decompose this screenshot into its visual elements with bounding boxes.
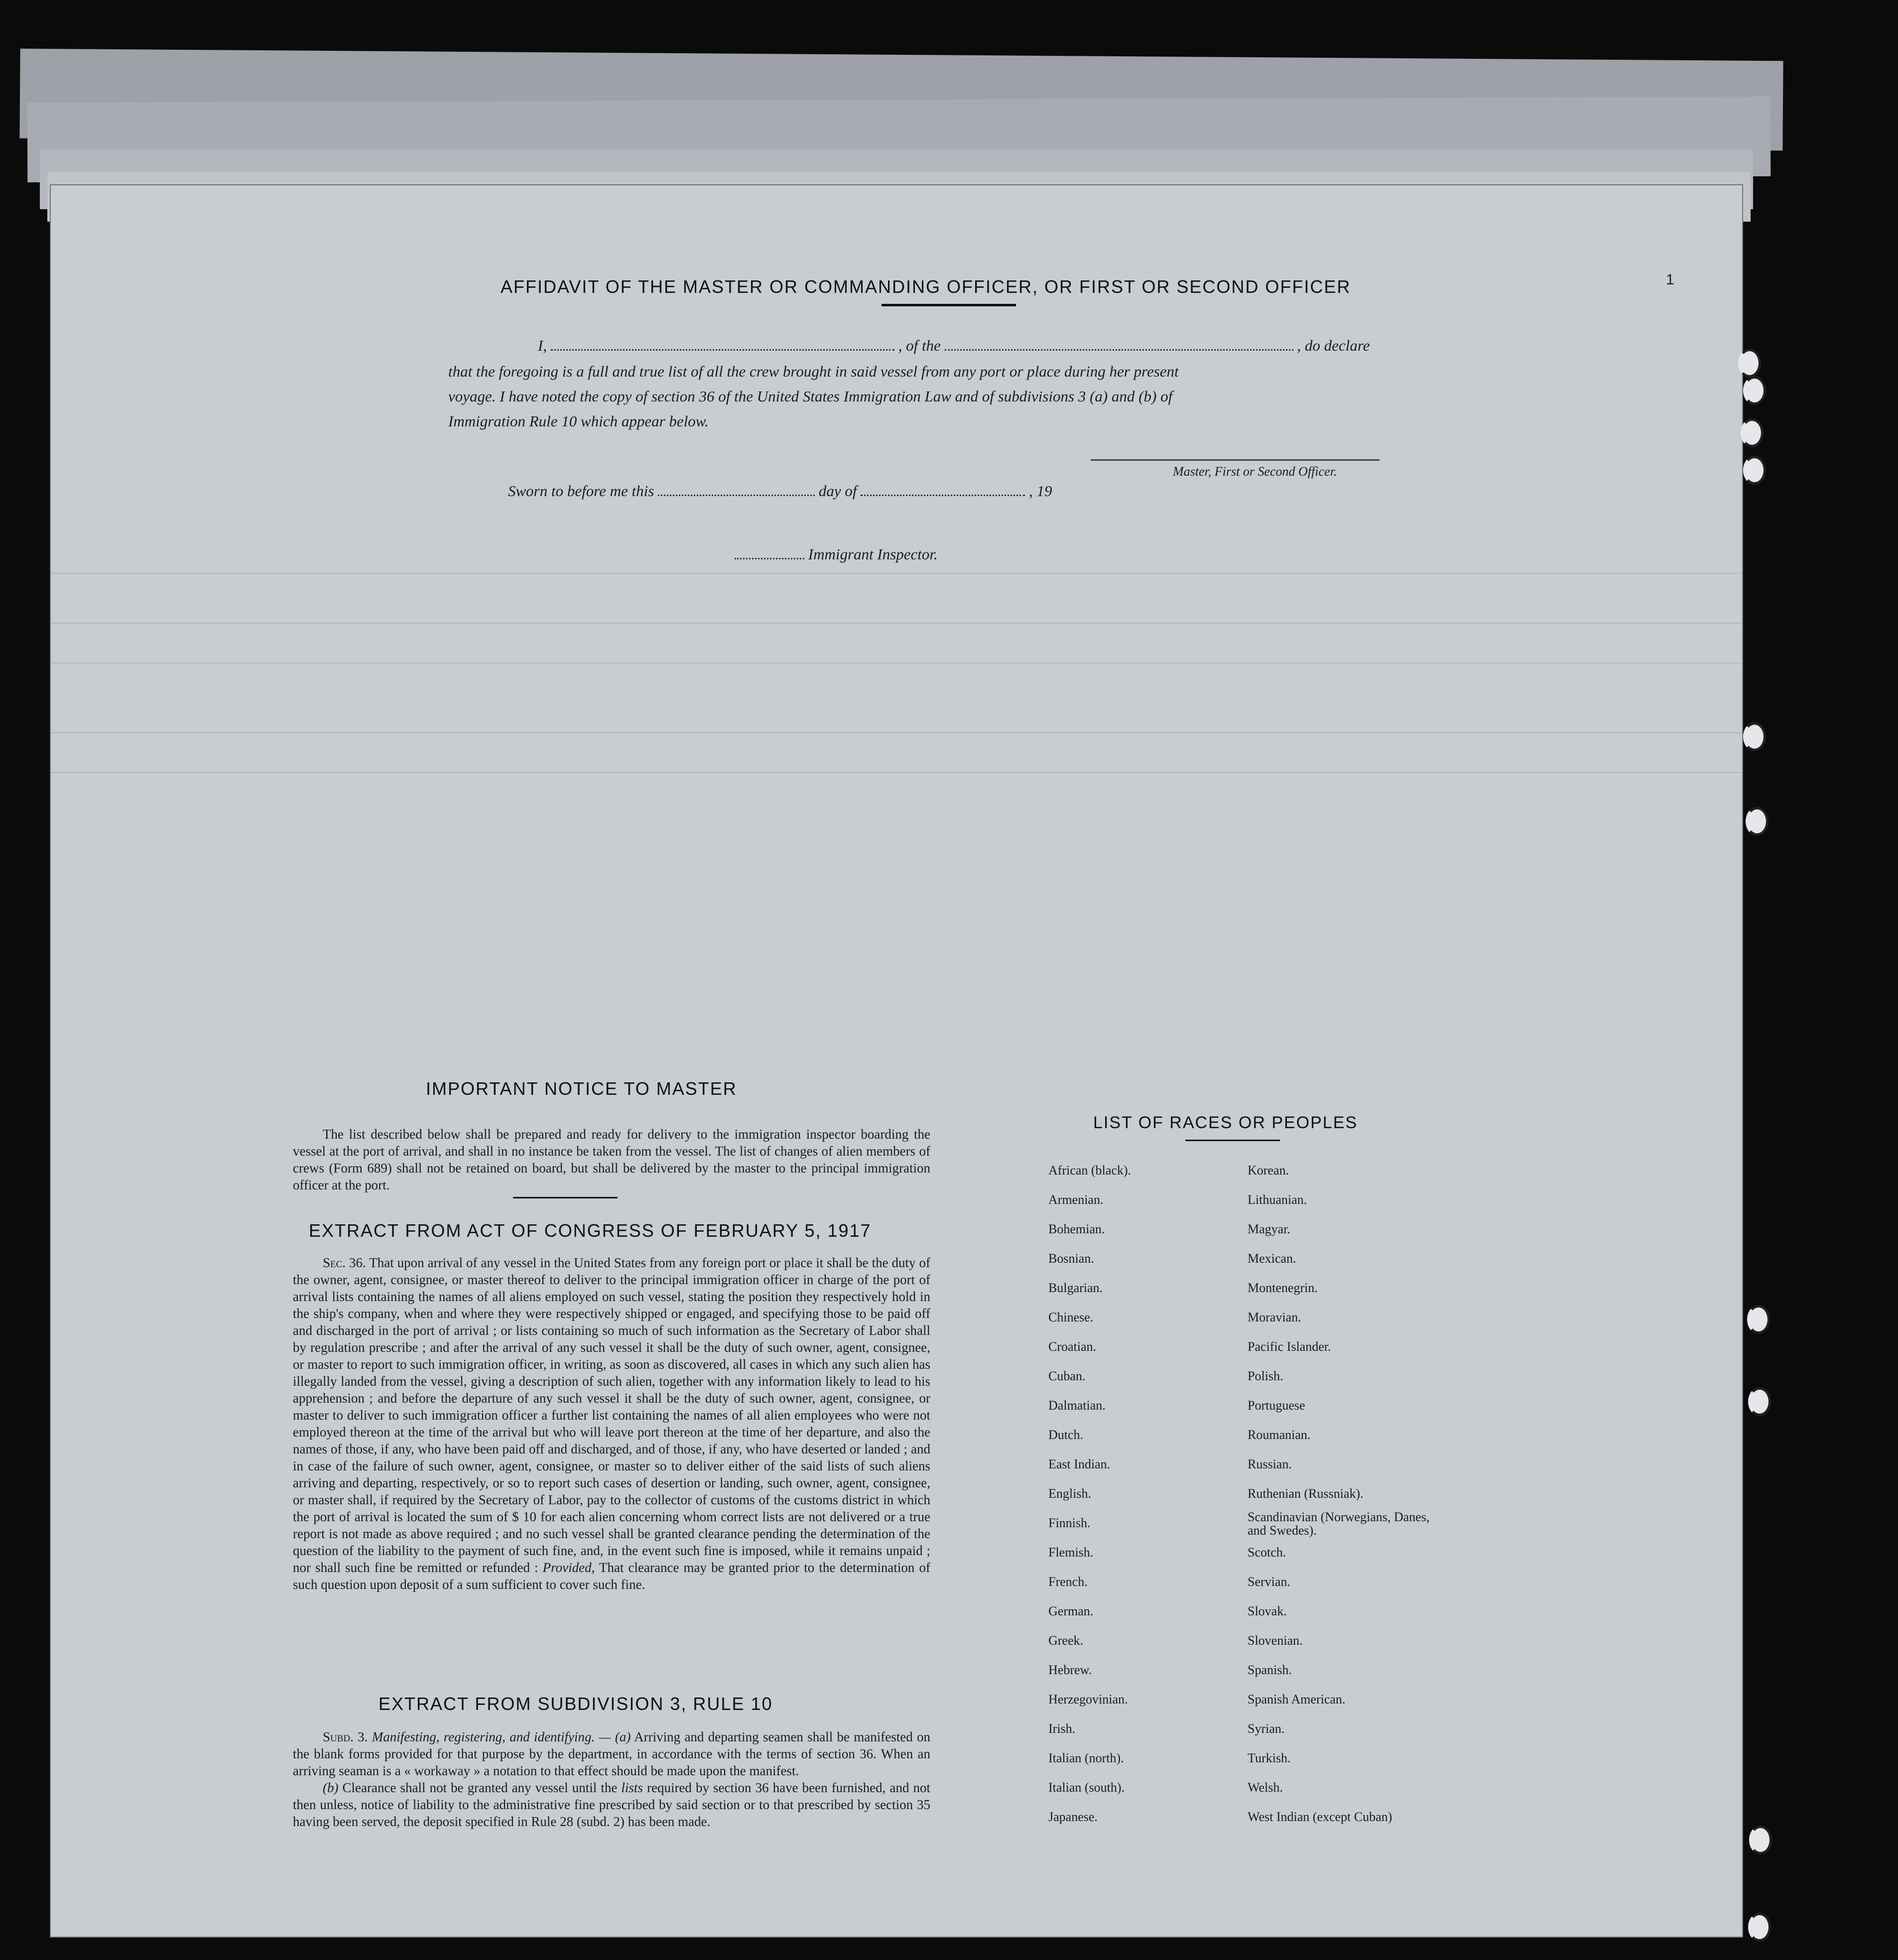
- inspector-line: [735, 545, 938, 563]
- race-item: Lithuanian.: [1248, 1192, 1307, 1207]
- race-item: Servian.: [1248, 1574, 1290, 1589]
- race-item: Mexican.: [1248, 1251, 1296, 1266]
- race-item: African (black).: [1048, 1163, 1132, 1177]
- race-item: Flemish.: [1048, 1545, 1094, 1560]
- race-item: Hebrew.: [1048, 1663, 1092, 1677]
- race-item: Dalmatian.: [1048, 1398, 1106, 1413]
- label-i: I,: [538, 337, 547, 354]
- subdivision-heading: Manifesting, registering, and identifying. — (a): [372, 1729, 631, 1744]
- signature-line[interactable]: [1091, 459, 1380, 461]
- race-item: Moravian.: [1248, 1310, 1301, 1324]
- races-rule: [1185, 1140, 1280, 1141]
- races-right-column: [1248, 1156, 1442, 1831]
- race-item: Portuguese: [1248, 1398, 1305, 1413]
- provided-label: Provided,: [542, 1560, 595, 1575]
- race-item: Scandinavian (Norwegians, Danes, and Swedes).: [1248, 1510, 1430, 1538]
- punch-hole: [1749, 1826, 1772, 1854]
- race-item: Bulgarian.: [1048, 1281, 1103, 1295]
- label-year: , 19: [1028, 482, 1052, 500]
- race-item: Italian (north).: [1048, 1751, 1124, 1765]
- races-title: LIST OF RACES OR PEOPLES: [1093, 1113, 1358, 1132]
- race-item: Slovak.: [1248, 1604, 1287, 1618]
- race-item: Korean.: [1248, 1163, 1289, 1177]
- document-page: [50, 184, 1743, 1938]
- race-item: Armenian.: [1048, 1192, 1104, 1207]
- punch-hole: [1748, 1913, 1771, 1942]
- race-item: Turkish.: [1248, 1751, 1291, 1765]
- act-extract-title: EXTRACT FROM ACT OF CONGRESS OF FEBRUARY 5, 1917: [309, 1220, 872, 1241]
- race-item: West Indian (except Cuban): [1248, 1810, 1392, 1824]
- subdivision-b-label: (b): [323, 1780, 339, 1795]
- affidavit-text-1: that the foregoing is a full and true list of all the crew brought in said vessel from any port or place during her present: [448, 363, 1179, 380]
- race-item: Slovenian.: [1248, 1633, 1303, 1648]
- title-rule: [882, 304, 1016, 306]
- race-item: German.: [1048, 1604, 1094, 1618]
- section-rule: [513, 1197, 618, 1198]
- race-item: Croatian.: [1048, 1339, 1097, 1354]
- affidavit-text-2: voyage. I have noted the copy of section 36 of the United States Immigration Law and of subdivisions 3 (a) and (b) of: [448, 388, 1173, 405]
- race-item: Cuban.: [1048, 1369, 1086, 1383]
- race-item: Herzegovinian.: [1048, 1692, 1128, 1706]
- race-item: Pacific Islander.: [1248, 1339, 1331, 1354]
- label-sworn: Sworn to before me this: [508, 482, 654, 500]
- subdivision-a-text: Arriving and departing seamen shall be manifested on the blank forms provided for that purpose by the department, in accordance with the terms of section 36. When an arriving seaman is a « workaway » a notation to that effect should be made upon the manifest.: [293, 1729, 931, 1778]
- inspector-blank[interactable]: [735, 553, 804, 559]
- race-item: French.: [1048, 1574, 1088, 1589]
- race-item: Spanish.: [1248, 1663, 1292, 1677]
- inspector-label: Immigrant Inspector.: [808, 545, 938, 563]
- label-day-of: day of: [818, 482, 857, 500]
- label-declare: , do declare: [1297, 337, 1370, 354]
- race-item: Spanish American.: [1248, 1692, 1346, 1706]
- punch-hole: [1743, 456, 1766, 485]
- race-item: Russian.: [1248, 1457, 1292, 1471]
- lists-label: lists: [621, 1780, 643, 1795]
- race-item: Irish.: [1048, 1721, 1076, 1736]
- act-extract-body: [293, 1254, 930, 1593]
- race-item: Scotch.: [1248, 1545, 1286, 1560]
- race-item: Japanese.: [1048, 1810, 1098, 1824]
- race-item: Finnish.: [1048, 1516, 1091, 1530]
- punch-hole: [1738, 349, 1761, 378]
- name-blank[interactable]: [551, 344, 894, 351]
- affidavit-text-3: Immigration Rule 10 which appear below.: [448, 412, 709, 430]
- month-blank[interactable]: [861, 490, 1025, 496]
- subdivision-label: Subd. 3.: [323, 1729, 368, 1744]
- punch-hole: [1746, 807, 1769, 836]
- sworn-line: [508, 482, 1052, 500]
- punch-hole: [1741, 418, 1764, 447]
- race-item: Ruthenian (Russniak).: [1248, 1486, 1364, 1501]
- page-number: 1: [1666, 271, 1674, 288]
- subdivision-b-text-1: Clearance shall not be granted any vessel until the: [342, 1780, 618, 1795]
- race-item: Welsh.: [1248, 1780, 1283, 1795]
- race-item: Bohemian.: [1048, 1222, 1105, 1236]
- notice-title: IMPORTANT NOTICE TO MASTER: [426, 1078, 737, 1099]
- races-left-column: [1048, 1156, 1238, 1831]
- punch-hole: [1748, 1387, 1771, 1416]
- race-item: English.: [1048, 1486, 1091, 1501]
- affidavit-line-1: [538, 337, 1370, 355]
- notice-body: [293, 1126, 930, 1193]
- day-blank[interactable]: [658, 490, 815, 496]
- notice-text: The list described below shall be prepared and ready for delivery to the immigration inspector boarding the vessel at the port of arrival, and shall in no instance be taken from the vessel. The list of changes of alien members of crews (Form 689) shall not be retained on board, but shall be delivered by the master to the principal immigration officer at the port.: [293, 1127, 930, 1192]
- section-36-tail: That clearance may be granted prior to the determination of such question upon deposit of a sum sufficient to cover such fine.: [293, 1560, 930, 1592]
- race-item: Polish.: [1248, 1369, 1283, 1383]
- master-label: Master, First or Second Officer.: [1173, 464, 1337, 479]
- race-item: Syrian.: [1248, 1721, 1285, 1736]
- race-item: Greek.: [1048, 1633, 1084, 1648]
- race-item: Roumanian.: [1248, 1428, 1311, 1442]
- race-item: Bosnian.: [1048, 1251, 1094, 1266]
- punch-hole: [1747, 1305, 1770, 1334]
- race-item: East Indian.: [1048, 1457, 1111, 1471]
- label-of-the: , of the: [898, 337, 941, 354]
- section-36-text: That upon arrival of any vessel in the United States from any foreign port or place it shall be the duty of the owner, agent, consignee, or master thereof to deliver to the principal immigration officer in charge of the port of arrival lists containing the names of all aliens employed on such vessel, stating the position they respectively hold in the ship's company, when and where they were respectively shipped or engaged, and specifying those to be paid off and discharged in the port of arrival ; or lists containing so much of such information as the Secretary of Labor shall by regulation prescribe ; and after the arrival of any such vessel it shall be the duty of such owner, agent, consignee, or master to report to such immigration officer, in writing, as soon as discovered, all cases in which any such alien has illegally landed from the vessel, giving a description of such alien, together with any information likely to lead to his apprehension ; and before the departure of any such vessel it shall be the duty of such owner, agent, consignee, or master to deliver to such immigration officer a further list containing the names of all alien employees who were not employed thereon at the time of the arrival but who will leave port thereon at the time of her departure, and also the names of those, if any, who have been paid off and discharged, and of those, if any, who have deserted or landed ; and in case of the failure of such owner, agent, consignee, or master so to deliver either of the said lists of such aliens arriving and departing, respectively, or so to report such cases of desertion or landing, such owner, agent, consignee, or master shall, if required by the Secretary of Labor, pay to the collector of customs of the customs district in which the port of arrival is located the sum of $ 10 for each alien concerning whom correct lists are not delivered or a true report is not made as above required ; and no such vessel shall be granted clearance pending the determination of the question of the liability to the payment of such fine, and, in the event such fine is imposed, while it remains unpaid ; nor shall such fine be remitted or refunded :: [293, 1255, 930, 1575]
- race-item: Italian (south).: [1048, 1780, 1125, 1795]
- rule-extract-body: [293, 1728, 930, 1830]
- race-item: Chinese.: [1048, 1310, 1094, 1324]
- race-item: Magyar.: [1248, 1222, 1290, 1236]
- punch-hole: [1743, 376, 1766, 405]
- race-item: Dutch.: [1048, 1428, 1084, 1442]
- punch-hole: [1743, 722, 1766, 751]
- subdivision-b-text-2: required by section 36 have been furnished, and not then unless, notice of liability to the administrative fine prescribed by said section or to that prescribed by section 35 having been served, the deposit specified in Rule 28 (subd. 2) has been made.: [293, 1780, 931, 1829]
- affidavit-title: AFFIDAVIT OF THE MASTER OR COMMANDING OFFICER, OR FIRST OR SECOND OFFICER: [501, 276, 1351, 297]
- race-item: Montenegrin.: [1248, 1281, 1318, 1295]
- section-label: Sec. 36.: [323, 1255, 366, 1270]
- vessel-blank[interactable]: [945, 344, 1293, 351]
- rule-extract-title: EXTRACT FROM SUBDIVISION 3, RULE 10: [379, 1694, 773, 1714]
